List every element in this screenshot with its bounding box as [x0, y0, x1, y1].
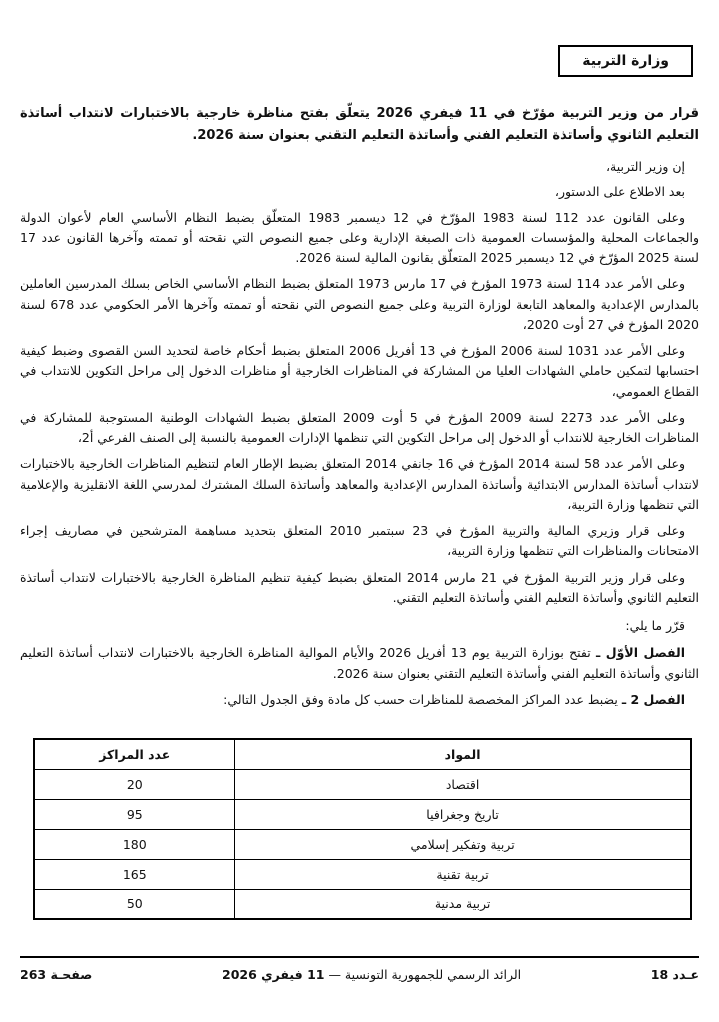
subject-cell: تربية وتفكير إسلامي — [235, 829, 691, 859]
positions-cell: 95 — [34, 799, 234, 829]
footer-date: 11 فيفري 2026 — [222, 967, 325, 982]
footer-journal-name: الرائد الرسمي للجمهورية التونسية — — [328, 967, 522, 982]
ministry-title-box: وزارة التربية — [558, 45, 693, 77]
preamble-paragraph: وعلى الأمر عدد 58 لسنة 2014 المؤرخ في 16 جانفي 2014 المتعلق بضبط الإطار العام لتنظيم المناظرات الخارجية بالاختبارات لانتداب أساتذة المدارس الابتدائية وأساتذة المدارس الإعدادية والمعاهد وأساتذة السلك المشترك لمدرسي اللغة الانقليزية والإعلامية التي تنظمها وزارة التربية، — [20, 456, 699, 512]
table-header-row — [34, 739, 691, 769]
subjects-table — [33, 738, 692, 920]
subject-cell: تربية مدنية — [235, 889, 691, 919]
subject-cell: تاريخ وجغرافيا — [235, 799, 691, 829]
preamble-paragraph: وعلى الأمر عدد 2273 لسنة 2009 المؤرخ في 5 أوت 2009 المتعلق بضبط الشهادات الوطنية المستوجبة للمشاركة في المناظرات الخارجية للانتداب أو الدخول إلى مراحل التكوين التي تنظمها الإدارات العمومية بالنسبة إلى الصنف الفرعي أ2، — [20, 409, 699, 446]
footer-issue-number: عـدد 18 — [650, 967, 699, 982]
article-1-lead: الفصل الأوّل ـ — [595, 645, 685, 661]
subject-cell: اقتصاد — [235, 769, 691, 799]
preamble-paragraph: وعلى قرار وزير التربية المؤرخ في 21 مارس 2014 المتعلق بضبط كيفية تنظيم المناظرة الخارجية بالاختبارات لانتداب أساتذة التعليم الثانوي وأساتذة التعليم الفني وأساتذة التعليم التقني. — [20, 569, 699, 605]
intro-minister-line: إن وزير التربية، — [606, 159, 685, 175]
table-row — [34, 799, 691, 829]
table-row — [34, 889, 691, 919]
positions-cell: 50 — [34, 889, 234, 919]
preamble-paragraph: وعلى قرار وزيري المالية والتربية المؤرخ في 23 سبتمبر 2010 المتعلق بتحديد مساهمة المترشحين في مصاريف إجراء الامتحانات والمناظرات التي تنظمها وزارة التربية، — [20, 523, 699, 559]
preamble-paragraph: وعلى القانون عدد 112 لسنة 1983 المؤرّخ في 12 ديسمبر 1983 المتعلّق بضبط النظام الأساسي العام لأعوان الدولة والجماعات المحلية والمؤسسات العمومية ذات الصبغة الإدارية وعلى جميع النصوص التي نقحته أو تممته وآخرها القانون عدد 17 لسنة 2025 المؤرّخ في 12 ديسمبر 2025 المتعلّق بقانون المالية لسنة 2026. — [20, 209, 699, 266]
article-2-text: يضبط عدد المراكز المخصصة للمناظرات حسب كل مادة وفق الجدول التالي: — [223, 691, 618, 707]
decree-title: قرار من وزير التربية مؤرّخ في 11 فيفري 2026 يتعلّق بفتح مناظرة خارجية بالاختبارات لانتداب أساتذة التعليم الثانوي وأساتذة التعليم الفني وأساتذة التعليم التقني بعنوان سنة 2026. — [20, 106, 699, 144]
positions-cell: 165 — [34, 859, 234, 889]
column-header-positions: عدد المراكز — [34, 739, 234, 769]
preamble-paragraph: وعلى الأمر عدد 114 لسنة 1973 المؤرخ في 17 مارس 1973 المتعلق بضبط النظام الأساسي الخاص بسلك المدرسين العاملين بالمدارس الإعدادية والمعاهد التابعة لوزارة التربية وعلى جميع النصوص التي نقحته أو تممته وآخرها الأمر الحكومي عدد 678 لسنة 2020 المؤرخ في 27 أوت 2020، — [20, 276, 699, 332]
footer-journal-title — [92, 967, 650, 982]
table-row — [34, 769, 691, 799]
footer-page-number: صفحـة 263 — [20, 967, 93, 982]
article-1-paragraph — [20, 643, 699, 684]
subject-cell: تربية تقنية — [235, 859, 691, 889]
column-header-subjects: المواد — [235, 739, 691, 769]
page-footer — [20, 956, 699, 982]
decision-lead-line: قرّر ما يلي: — [625, 618, 685, 634]
table-row — [34, 829, 691, 859]
ministry-box-row — [20, 45, 699, 77]
preamble-paragraph: وعلى الأمر عدد 1031 لسنة 2006 المؤرخ في 13 أفريل 2006 المتعلق بضبط أحكام خاصة لتحديد السن القصوى وضبط كيفية احتسابها لتمكين حاملي الشهادات العليا من المشاركة في المناظرات الخارجية أو مناظرات الدخول إلى مراحل التكوين للانتداب في القطاع العمومي، — [20, 343, 699, 399]
article-2-lead: الفصل 2 ـ — [621, 691, 685, 707]
positions-cell: 180 — [34, 829, 234, 859]
article-1-text: تفتح بوزارة التربية يوم 13 أفريل 2026 والأيام الموالية المناظرة الخارجية بالاختبارات لانتداب أساتذة التعليم الثانوي وأساتذة التعليم الفني وأساتذة التعليم التقني بعنوان سنة 2026. — [20, 645, 699, 681]
intro-constitution-line: بعد الاطلاع على الدستور، — [554, 184, 685, 200]
table-row — [34, 859, 691, 889]
article-2-paragraph — [20, 690, 699, 710]
positions-cell: 20 — [34, 769, 234, 799]
